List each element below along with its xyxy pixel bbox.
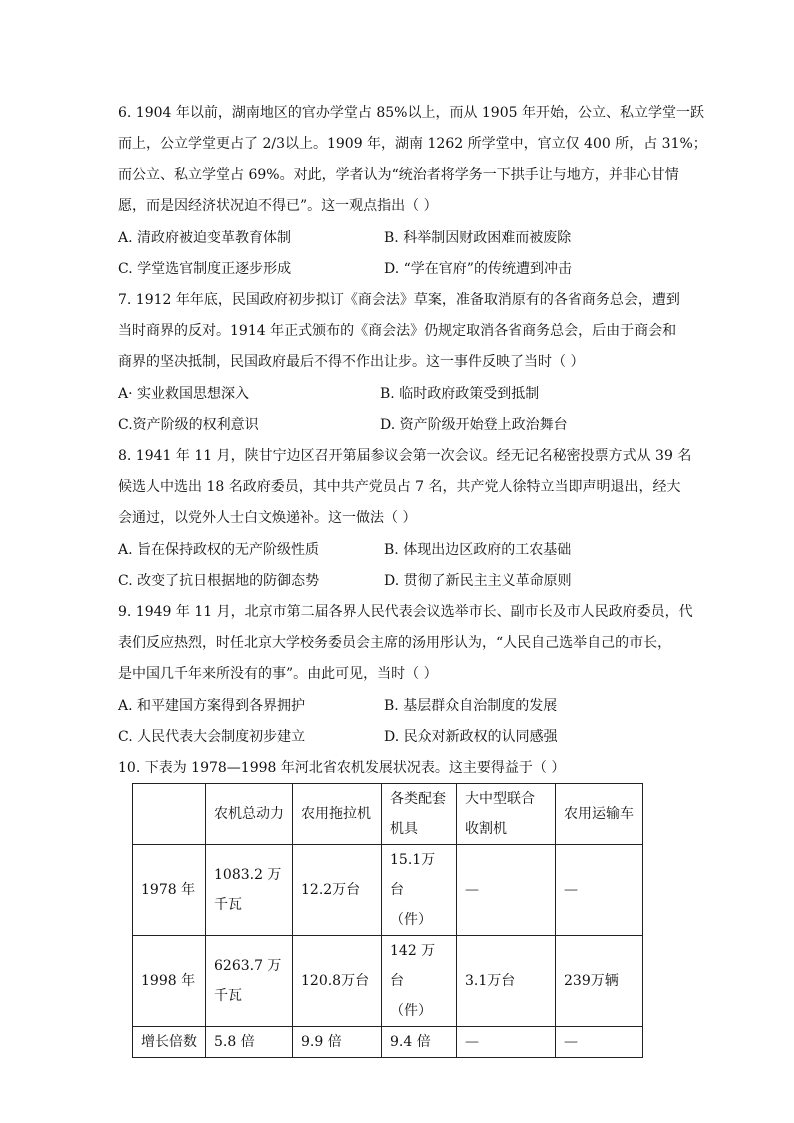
table-cell: — xyxy=(556,845,643,936)
q8-stem-line-2: 候选人中选出 18 名政府委员，其中共产党员占 7 名，共产党人徐特立当即声明退出，经大 xyxy=(118,479,681,495)
q8-option-b[interactable]: B. 体现出边区政府的工农基础 xyxy=(384,542,572,558)
table-row xyxy=(133,936,643,1027)
q7-option-d[interactable]: D. 资产阶级开始登上政治舞台 xyxy=(380,417,568,433)
table-header-cell xyxy=(133,784,206,845)
q7-option-a[interactable]: A· 实业救国思想深入 xyxy=(118,386,250,402)
q8-option-c[interactable]: C. 改变了抗日根据地的防御态势 xyxy=(118,573,320,589)
q9-stem-line-1: 9. 1949 年 11 月，北京市第二届各界人民代表会议选举市长、副市长及市人民政府委员，代 xyxy=(118,604,693,620)
table-cell: 12.2万台 xyxy=(293,845,382,936)
q9-option-d[interactable]: D. 民众对新政权的认同感强 xyxy=(384,729,558,745)
table-cell: 142 万 台 （件） xyxy=(382,936,457,1027)
q7-stem-line-3: 商界的坚决抵制，民国政府最后不得不作出让步。这一事件反映了当时（ ） xyxy=(118,354,585,370)
q6-stem-line-4: 愿，而是因经济状况迫不得已”。这一观点指出（ ） xyxy=(118,198,438,214)
q7-stem-line-1: 7. 1912 年年底，民国政府初步拟订《商会法》草案，准备取消原有的各省商务总会，遭到 xyxy=(118,292,680,308)
table-header-cell: 农机总动力 xyxy=(206,784,293,845)
q8-stem-line-3: 会通过，以党外人士白文焕递补。这一做法（ ） xyxy=(118,510,417,526)
table-row xyxy=(133,1027,643,1058)
table-row xyxy=(133,845,643,936)
q6-stem-line-2: 而上，公立学堂更占了 2/3以上。1909 年，湖南 1262 所学堂中，官立仅 400 所，占 31%； xyxy=(118,136,707,152)
farm-machinery-table xyxy=(132,783,643,1058)
q10-stem: 10. 下表为 1978—1998 年河北省农机发展状况表。这主要得益于（ ） xyxy=(118,760,566,776)
table-cell: — xyxy=(457,845,556,936)
table-header-cell: 农用拖拉机 xyxy=(293,784,382,845)
q8-option-d[interactable]: D. 贯彻了新民主主义革命原则 xyxy=(384,573,572,589)
table-cell: 1998 年 xyxy=(133,936,206,1027)
q6-option-a[interactable]: A. 清政府被迫变革教育体制 xyxy=(118,230,292,246)
table-cell: 增长倍数 xyxy=(133,1027,206,1058)
table-cell: 9.9 倍 xyxy=(293,1027,382,1058)
table-cell: 120.8万台 xyxy=(293,936,382,1027)
table-cell: 3.1万台 xyxy=(457,936,556,1027)
q6-stem-line-3: 而公立、私立学堂占 69%。对此，学者认为“统治者将学务一下拱手让与地方，并非心甘情 xyxy=(118,167,679,183)
table-header-cell: 农用运输车 xyxy=(556,784,643,845)
q7-option-b[interactable]: B. 临时政府政策受到抵制 xyxy=(380,386,540,402)
q6-option-d[interactable]: D. “学在官府”的传统遭到冲击 xyxy=(384,261,572,277)
q9-stem-line-3: 是中国几千年来所没有的事”。由此可见，当时（ ） xyxy=(118,666,438,682)
q9-option-c[interactable]: C. 人民代表大会制度初步建立 xyxy=(118,729,306,745)
q6-option-b[interactable]: B. 科举制因财政困难而被废除 xyxy=(384,230,572,246)
q7-option-c[interactable]: C.资产阶级的权利意识 xyxy=(118,417,259,433)
q8-stem-line-1: 8. 1941 年 11 月，陕甘宁边区召开第届参议会第一次会议。经无记名秘密投票方式从 39 名 xyxy=(118,448,692,464)
table-header-cell: 大中型联合 收割机 xyxy=(457,784,556,845)
table-cell: 239万辆 xyxy=(556,936,643,1027)
table-cell: — xyxy=(457,1027,556,1058)
q9-option-a[interactable]: A. 和平建国方案得到各界拥护 xyxy=(118,698,306,714)
table-cell: 1083.2 万 千瓦 xyxy=(206,845,293,936)
table-cell: — xyxy=(556,1027,643,1058)
q6-stem-line-1: 6. 1904 年以前，湖南地区的官办学堂占 85%以上，而从 1905 年开始，公立、私立学堂一跃 xyxy=(118,105,704,121)
table-cell: 9.4 倍 xyxy=(382,1027,457,1058)
q9-stem-line-2: 表们反应热烈，时任北京大学校务委员会主席的汤用彤认为，“人民自己选举自己的市长， xyxy=(118,635,672,651)
table-cell: 1978 年 xyxy=(133,845,206,936)
table-cell: 15.1万台 （件） xyxy=(382,845,457,936)
table-header-cell: 各类配套 机具 xyxy=(382,784,457,845)
table-cell: 5.8 倍 xyxy=(206,1027,293,1058)
table-cell: 6263.7 万 千瓦 xyxy=(206,936,293,1027)
q6-option-c[interactable]: C. 学堂选官制度正逐步形成 xyxy=(118,261,292,277)
q8-option-a[interactable]: A. 旨在保持政权的无产阶级性质 xyxy=(118,542,320,558)
q9-option-b[interactable]: B. 基层群众自治制度的发展 xyxy=(384,698,558,714)
q7-stem-line-2: 当时商界的反对。1914 年正式颁布的《商会法》仍规定取消各省商务总会，后由于商会和 xyxy=(118,323,677,339)
table-header-row xyxy=(133,784,643,845)
